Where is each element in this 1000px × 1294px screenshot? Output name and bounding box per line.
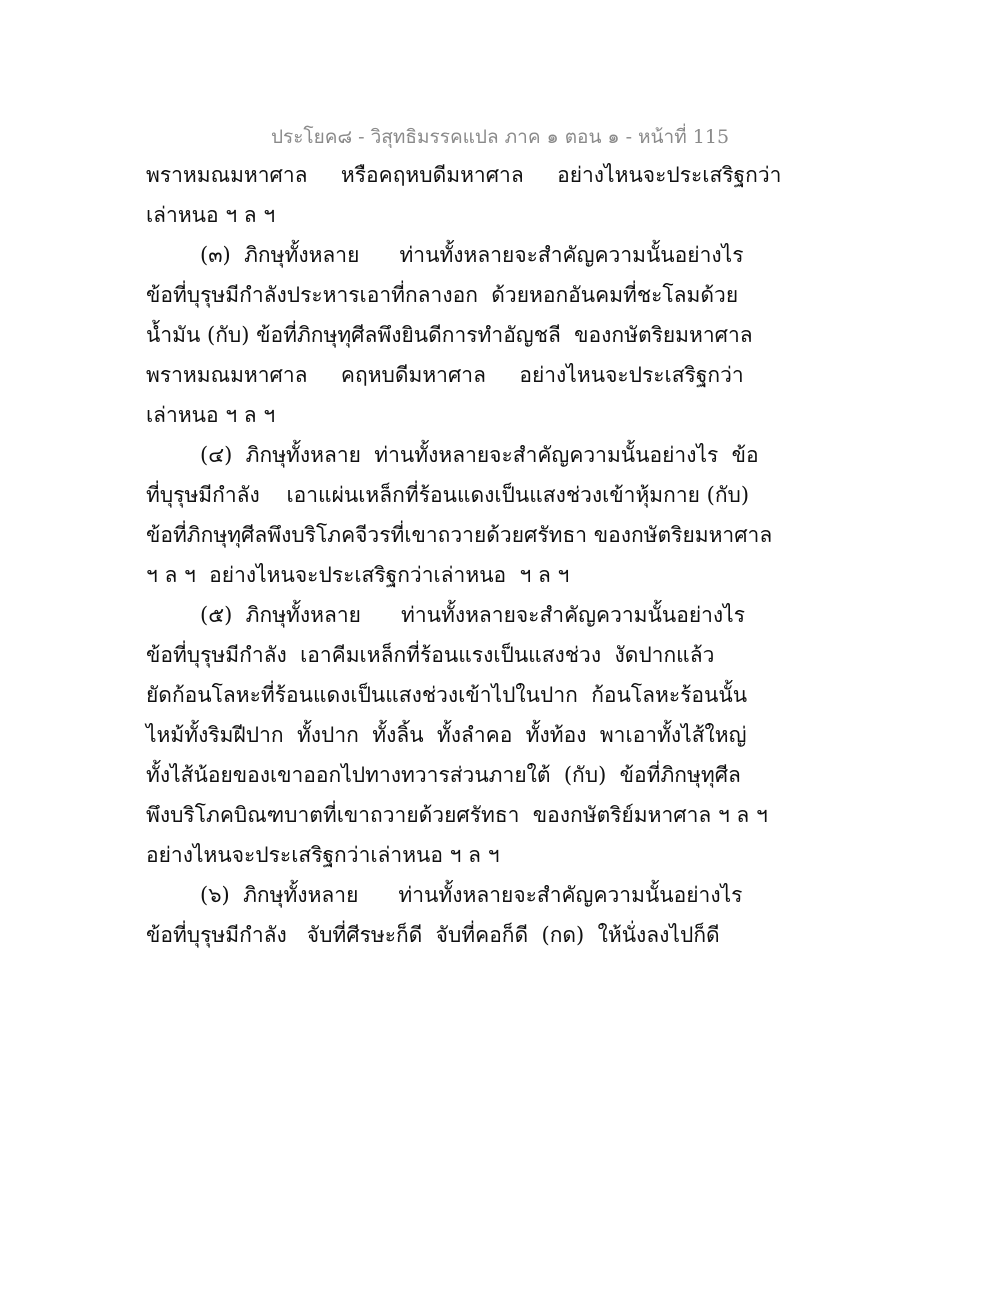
text-line: เล่าหนอ ฯ ล ฯ xyxy=(146,203,276,227)
text-line: พึงบริโภคบิณฑบาตที่เขาถวายด้วยศรัทธา ของกษัตริย์มหาศาล ฯ ล ฯ xyxy=(146,803,768,827)
text-line: พราหมณมหาศาล คฤหบดีมหาศาล อย่างไหนจะประเสริฐกว่า xyxy=(146,363,744,387)
paragraph-start-4: (๔) ภิกษุทั้งหลาย ท่านทั้งหลายจะสำคัญความนั้นอย่างไร ข้อ xyxy=(200,443,759,467)
text-line: ไหม้ทั้งริมฝีปาก ทั้งปาก ทั้งลิ้น ทั้งลำคอ ทั้งท้อง พาเอาทั้งไส้ใหญ่ xyxy=(146,723,747,747)
text-line: อย่างไหนจะประเสริฐกว่าเล่าหนอ ฯ ล ฯ xyxy=(146,843,500,867)
paragraph-start-5: (๕) ภิกษุทั้งหลาย ท่านทั้งหลายจะสำคัญความนั้นอย่างไร xyxy=(200,603,746,627)
running-header: ประโยค๘ - วิสุทธิมรรคแปล ภาค ๑ ตอน ๑ - หน้าที่ 115 xyxy=(270,126,730,148)
text-line: เล่าหนอ ฯ ล ฯ xyxy=(146,403,276,427)
text-line: ข้อที่บุรุษมีกำลัง จับที่ศีรษะก็ดี จับที่คอก็ดี (กด) ให้นั่งลงไปก็ดี xyxy=(146,923,720,947)
text-line: พราหมณมหาศาล หรือคฤหบดีมหาศาล อย่างไหนจะประเสริฐกว่า xyxy=(146,163,782,187)
text-line: ข้อที่บุรุษมีกำลังประหารเอาที่กลางอก ด้วยหอกอันคมที่ชะโลมด้วย xyxy=(146,283,739,307)
text-line: ข้อที่บุรุษมีกำลัง เอาคีมเหล็กที่ร้อนแรงเป็นแสงช่วง งัดปากแล้ว xyxy=(146,643,715,667)
text-line: ที่บุรุษมีกำลัง เอาแผ่นเหล็กที่ร้อนแดงเป็นแสงช่วงเข้าหุ้มกาย (กับ) xyxy=(146,483,750,507)
paragraph-start-3: (๓) ภิกษุทั้งหลาย ท่านทั้งหลายจะสำคัญความนั้นอย่างไร xyxy=(200,243,744,267)
text-line: ข้อที่ภิกษุทุศีลพึงบริโภคจีวรที่เขาถวายด้วยศรัทธา ของกษัตริยมหาศาล xyxy=(146,523,773,547)
text-line: ทั้งไส้น้อยของเขาออกไปทางทวารส่วนภายใต้ (กับ) ข้อที่ภิกษุทุศีล xyxy=(146,763,741,787)
body-text xyxy=(146,155,866,955)
text-line: น้ำมัน (กับ) ข้อที่ภิกษุทุศีลพึงยินดีการทำอัญชลี ของกษัตริยมหาศาล xyxy=(146,323,753,347)
paragraph-start-6: (๖) ภิกษุทั้งหลาย ท่านทั้งหลายจะสำคัญความนั้นอย่างไร xyxy=(200,883,743,907)
text-line: ฯ ล ฯ อย่างไหนจะประเสริฐกว่าเล่าหนอ ฯ ล ฯ xyxy=(146,563,570,587)
text-line: ยัดก้อนโลหะที่ร้อนแดงเป็นแสงช่วงเข้าไปในปาก ก้อนโลหะร้อนนั้น xyxy=(146,683,748,707)
